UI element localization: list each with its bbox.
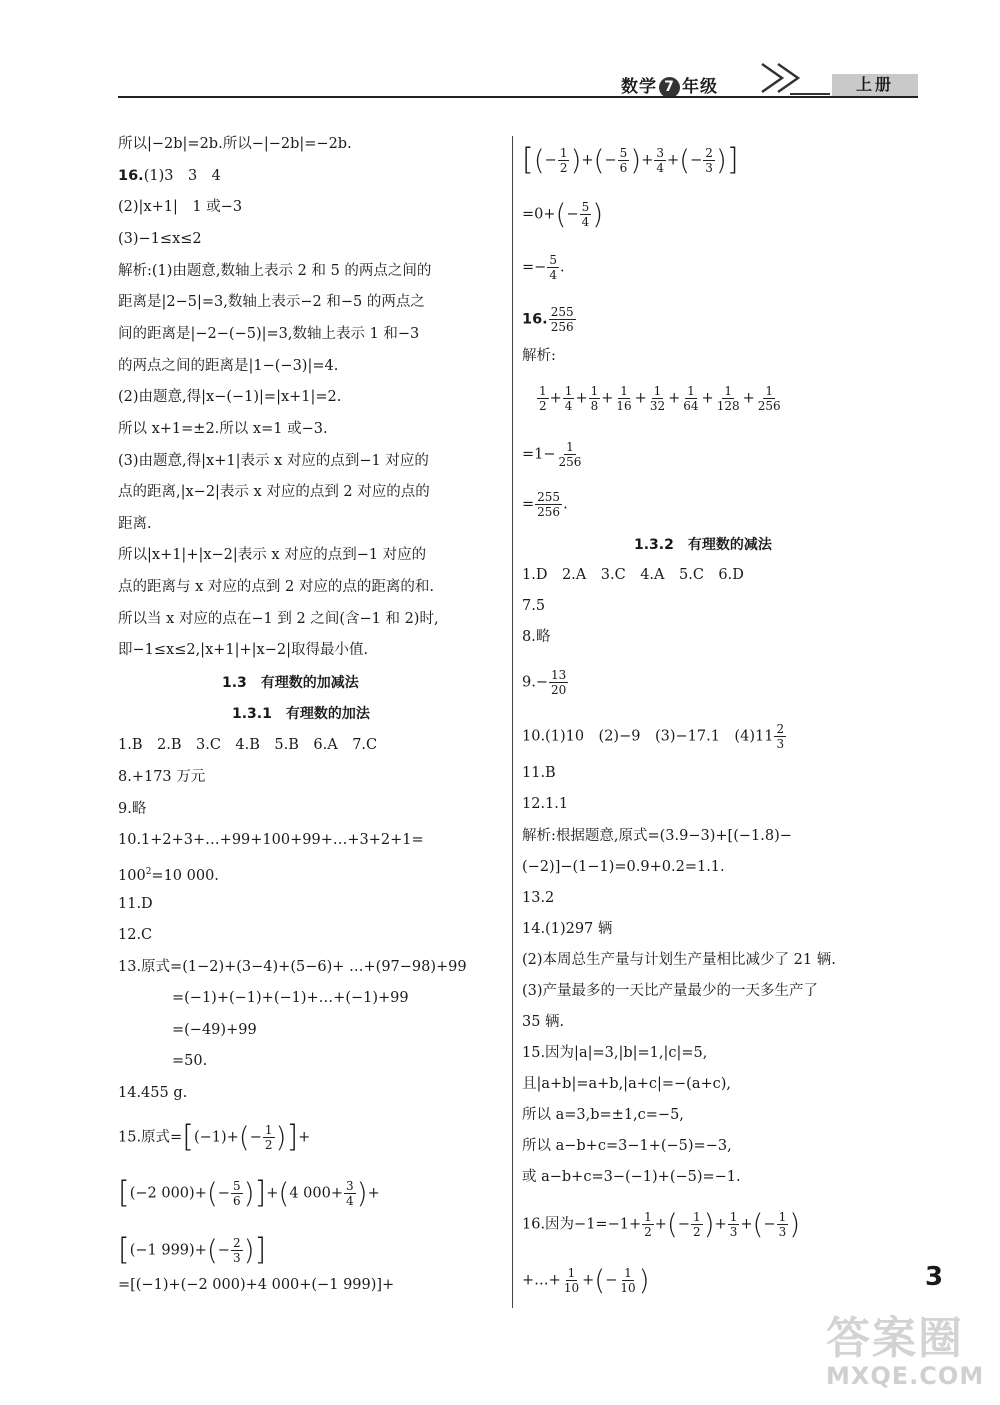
- text-span: =0+: [522, 206, 556, 223]
- text-span: (−2 000)+: [129, 1185, 207, 1202]
- fraction: [547, 253, 559, 282]
- page-number: 3: [925, 1262, 944, 1292]
- subsection-heading: 1.3.1 有理数的加法: [232, 706, 370, 722]
- answer-16-right: [522, 305, 577, 334]
- denominator: 2: [559, 161, 568, 175]
- column-divider: [512, 136, 513, 1308]
- base: 100: [118, 867, 146, 884]
- paren: ): [638, 1263, 650, 1297]
- numerator: 1: [559, 146, 568, 160]
- answer-9: 9.略: [118, 801, 147, 817]
- text-line: =50.: [172, 1053, 208, 1069]
- text-line: [118, 862, 219, 886]
- text-span: (−1)+: [193, 1129, 239, 1146]
- answer-16: [118, 166, 221, 186]
- denominator: 2: [539, 399, 547, 413]
- numerator: 1: [644, 1210, 652, 1224]
- denominator: 256: [550, 320, 574, 334]
- denominator: 256: [558, 455, 582, 469]
- fraction: [537, 384, 549, 413]
- chevron-double-icon: [760, 60, 830, 96]
- denominator: 4: [549, 268, 557, 282]
- text-span: (−1 999)+: [129, 1242, 207, 1259]
- page-header: [118, 62, 918, 98]
- text-line: 解析:(1)由题意,数轴上表示 2 和 5 的两点之间的: [118, 263, 432, 279]
- fraction: [562, 1266, 581, 1295]
- text-line: 间的距离是|−2−(−5)|=3,数轴上表示 1 和−3: [118, 326, 420, 342]
- text-line: 所以|−2b|=2b.所以−|−2b|=−2b.: [118, 136, 352, 152]
- numerator: 3: [346, 1179, 354, 1193]
- paren: (: [666, 1207, 678, 1241]
- subsection-heading: 1.3.2 有理数的减法: [634, 537, 772, 553]
- text-span: +…+: [522, 1272, 561, 1289]
- fraction: [642, 1210, 654, 1239]
- text-line: (3)产量最多的一天比产量最少的一天多生产了: [522, 983, 819, 999]
- section-heading: 1.3 有理数的加减法: [222, 675, 359, 691]
- text-line: 所以|x+1|+|x−2|表示 x 对应的点到−1 对应的: [118, 547, 427, 563]
- denominator: 8: [590, 399, 599, 413]
- numerator: 2: [776, 722, 785, 736]
- fraction: [715, 384, 742, 413]
- paren: ): [715, 143, 727, 177]
- fraction: [777, 1210, 789, 1239]
- text-line: (3)由题意,得|x+1|表示 x 对应的点到−1 对应的: [118, 453, 429, 469]
- plus-sign: +: [601, 390, 614, 407]
- text-line: =[(−1)+(−2 000)+4 000+(−1 999)]+: [118, 1277, 395, 1293]
- paren: (: [206, 1176, 218, 1210]
- denominator: 3: [776, 737, 785, 751]
- fraction: [618, 1266, 637, 1295]
- numerator: 5: [619, 146, 628, 160]
- text-line: 35 辆.: [522, 1014, 565, 1030]
- paren: (: [533, 143, 545, 177]
- equation-line: [522, 440, 584, 469]
- denominator: 10: [563, 1281, 580, 1295]
- equation-line: = $\frac{255}{256}$ .: [522, 490, 568, 519]
- watermark-text: 答案圈: [826, 1313, 964, 1364]
- paren: ): [243, 1233, 255, 1267]
- equation-line: =− $\frac{5}{4}$ .: [522, 253, 565, 282]
- answers-1-6: 1.D 2.A 3.C 4.A 5.C 6.D: [522, 567, 744, 583]
- answer-7: 7.5: [522, 598, 546, 614]
- paren: ): [789, 1207, 801, 1241]
- text-line: 距离是|2−5|=3,数轴上表示−2 和−5 的两点之: [118, 294, 425, 310]
- text-line: (2)|x+1| 1 或−3: [118, 199, 243, 215]
- fraction: [558, 146, 570, 175]
- text-span: 4 000+: [289, 1185, 343, 1202]
- text-line: 解析:根据题意,原式=(3.9−3)+[(−1.8)−: [522, 828, 792, 844]
- denominator: 256: [537, 505, 561, 519]
- fraction: [549, 668, 568, 697]
- answer-11: 11.B: [522, 765, 556, 781]
- equation-line: =0+(− $\frac{5}{4}$ ): [522, 197, 604, 231]
- answer-15: 15.因为|a|=3,|b|=1,|c|=5,: [522, 1045, 708, 1061]
- fraction: [691, 1210, 703, 1239]
- answer-13: 13.原式=(1−2)+(3−4)+(5−6)+ …+(97−98)+99: [118, 959, 467, 975]
- text-line: (2)本周总生产量与计划生产量相比减少了 21 辆.: [522, 952, 836, 968]
- paren: ): [592, 197, 604, 231]
- plus-sign: +: [575, 390, 588, 407]
- bracket: ]: [286, 1119, 299, 1155]
- numerator: 255: [550, 305, 574, 319]
- equation-line: [(− $\frac{1}{2}$ )+(− $\frac{5}{6}$ )+ $\frac{3}{4}$ +(− $\frac{2}{3}$ )]: [522, 142, 739, 178]
- numerator: 13: [550, 668, 567, 682]
- paren: ): [630, 143, 642, 177]
- header-subject: [621, 72, 718, 98]
- numerator: 3: [656, 146, 665, 160]
- text-line: 距离.: [118, 516, 152, 532]
- numerator: 5: [232, 1179, 241, 1193]
- fraction: [263, 1123, 275, 1152]
- text-line: 所以 x+1=±2.所以 x=1 或−3.: [118, 421, 328, 437]
- subject-label: 数学: [621, 77, 657, 97]
- text-span: =10 000.: [151, 867, 219, 884]
- numerator: 2: [705, 146, 713, 160]
- denominator: 32: [649, 399, 666, 413]
- fraction: [563, 384, 575, 413]
- paren: (: [752, 1207, 764, 1241]
- numerator: 1: [539, 384, 547, 398]
- fraction: [618, 146, 630, 175]
- paren: (: [238, 1120, 250, 1154]
- bracket: ]: [254, 1175, 267, 1211]
- text-line: 解析:: [522, 348, 556, 364]
- paren: (: [679, 143, 691, 177]
- paren: ): [703, 1207, 715, 1241]
- paren: (: [278, 1176, 290, 1210]
- text-line: [(−2 000)+(− $\frac{5}{6}$ )]+(4 000+ $\frac{3}{4}$ )+: [118, 1175, 380, 1211]
- numerator: 1: [567, 1266, 576, 1280]
- text-line: 所以当 x 对应的点在−1 到 2 之间(含−1 和 2)时,: [118, 611, 439, 627]
- paren: ): [570, 143, 582, 177]
- answer-8: 8.+173 万元: [118, 769, 206, 785]
- denominator: 4: [564, 399, 573, 413]
- fraction: [728, 1210, 740, 1239]
- plus-sign: +: [634, 390, 647, 407]
- fraction: [557, 440, 584, 469]
- bracket: [: [522, 142, 534, 178]
- fraction: [681, 384, 700, 413]
- answer-16: 16.因为−1=−1+ $\frac{1}{2}$ +(− $\frac{1}{2}$ )+ $\frac{1}{3}$ +(− $\frac{1}{3}$ ): [522, 1207, 801, 1241]
- answer-14: 14.(1)297 辆: [522, 921, 613, 937]
- numerator: 1: [693, 1210, 701, 1224]
- numerator: 1: [566, 440, 574, 454]
- text-line: 或 a−b+c=3−(−1)+(−5)=−1.: [522, 1169, 741, 1185]
- question-number: 16.: [522, 311, 548, 328]
- text-line: (−2)]−(1−1)=0.9+0.2=1.1.: [522, 859, 725, 875]
- paren: ): [275, 1120, 287, 1154]
- denominator: 3: [705, 161, 713, 175]
- text-span: 9.−: [522, 674, 548, 691]
- numerator: 1: [653, 384, 662, 398]
- denominator: 6: [232, 1194, 241, 1208]
- watermark-logo: [826, 1302, 998, 1402]
- text-line: =(−49)+99: [172, 1022, 257, 1038]
- answers-1-7: 1.B 2.B 3.C 4.B 5.B 6.A 7.C: [118, 737, 378, 753]
- text-line: 所以 a−b+c=3−1+(−5)=−3,: [522, 1138, 732, 1154]
- numerator: 1: [778, 1210, 787, 1224]
- text-span: 15.原式=: [118, 1129, 183, 1146]
- numerator: 1: [765, 384, 774, 398]
- exponent: 2: [145, 867, 152, 877]
- numerator: 1: [687, 384, 695, 398]
- fraction: [756, 384, 783, 413]
- fraction: [549, 305, 576, 334]
- paren: ): [243, 1176, 255, 1210]
- denominator: 256: [757, 399, 781, 413]
- answer-8: 8.略: [522, 629, 551, 645]
- denominator: 4: [656, 161, 665, 175]
- numerator: 1: [264, 1123, 273, 1137]
- text-line: 点的距离,|x−2|表示 x 对应的点到 2 对应的点的: [118, 484, 430, 500]
- fraction: [774, 722, 786, 751]
- answer-12: 12.1.1: [522, 796, 569, 812]
- plus-sign: +: [701, 390, 714, 407]
- text-line: (2)由题意,得|x−(−1)|=|x+1|=2.: [118, 389, 342, 405]
- paren: (: [594, 1263, 606, 1297]
- grade-suffix: 年级: [682, 77, 718, 97]
- fraction: [231, 1236, 243, 1265]
- text-span: =−: [522, 259, 547, 276]
- bracket: ]: [726, 142, 739, 178]
- denominator: 4: [346, 1194, 354, 1208]
- answer-text: (1)3 3 4: [143, 168, 221, 184]
- denominator: 6: [619, 161, 628, 175]
- numerator: 1: [724, 384, 732, 398]
- bracket: ]: [254, 1232, 267, 1268]
- denominator: 16: [616, 399, 632, 413]
- denominator: 20: [550, 683, 567, 697]
- denominator: 4: [581, 215, 590, 229]
- bracket: [: [182, 1119, 194, 1155]
- text-line: 即−1≤x≤2,|x+1|+|x−2|取得最小值.: [118, 642, 369, 658]
- answer-13: 13.2: [522, 890, 555, 906]
- text-span: 16.因为−1=−1+: [522, 1216, 642, 1233]
- plus-sign: +: [742, 390, 755, 407]
- numerator: 5: [549, 253, 557, 267]
- text-span: =1−: [522, 446, 556, 463]
- text-line: 点的距离与 x 对应的点到 2 对应的点的距离的和.: [118, 579, 434, 595]
- plus-sign: +: [549, 390, 562, 407]
- fraction: [648, 384, 667, 413]
- fraction: [231, 1179, 243, 1208]
- numerator: 1: [590, 384, 599, 398]
- denominator: 2: [693, 1225, 701, 1239]
- paren: (: [206, 1233, 218, 1267]
- question-number: 16.: [118, 168, 144, 184]
- numerator: 1: [564, 384, 573, 398]
- answer-11: 11.D: [118, 896, 153, 912]
- paren: (: [593, 143, 605, 177]
- numerator: 1: [729, 1210, 738, 1224]
- paren: (: [555, 197, 567, 231]
- answer-12: 12.C: [118, 927, 153, 943]
- text-line: +…+ $\frac{1}{10}$ +(− $\frac{1}{10}$ ): [522, 1263, 650, 1297]
- bracket: [: [118, 1232, 130, 1268]
- fraction: [654, 146, 666, 175]
- fraction: [703, 146, 715, 175]
- text-span: =: [522, 496, 535, 513]
- denominator: 3: [729, 1225, 738, 1239]
- fraction: [589, 384, 601, 413]
- numerator: 1: [620, 384, 628, 398]
- fraction-sum: [536, 384, 784, 413]
- denominator: 2: [264, 1138, 273, 1152]
- denominator: 64: [683, 399, 699, 413]
- fraction: [344, 1179, 356, 1208]
- denominator: 2: [644, 1225, 652, 1239]
- answer-10: 10.1+2+3+…+99+100+99+…+3+2+1=: [118, 832, 424, 848]
- denominator: 10: [620, 1281, 636, 1295]
- text-line: 所以 a=3,b=±1,c=−5,: [522, 1107, 684, 1123]
- numerator: 255: [537, 490, 561, 504]
- answer-14: 14.455 g.: [118, 1085, 188, 1101]
- grade-badge: 7: [659, 77, 680, 98]
- answer-15: 15.原式=[(−1)+(− $\frac{1}{2}$ )]+: [118, 1119, 311, 1155]
- numerator: 5: [581, 200, 590, 214]
- fraction: [614, 384, 633, 413]
- bracket: [: [118, 1175, 130, 1211]
- volume-tag: 上册: [832, 74, 918, 96]
- numerator: 2: [232, 1236, 241, 1250]
- text-span: 10.(1)10 (2)−9 (3)−17.1 (4)11: [522, 728, 774, 745]
- text-line: 的两点之间的距离是|1−(−3)|=4.: [118, 358, 339, 374]
- text-line: =(−1)+(−1)+(−1)+…+(−1)+99: [172, 990, 409, 1006]
- header-rule: [118, 96, 918, 98]
- fraction: [580, 200, 592, 229]
- plus-sign: +: [668, 390, 681, 407]
- answer-9: [522, 668, 569, 697]
- text-line: [(−1 999)+(− $\frac{2}{3}$ )]: [118, 1232, 267, 1268]
- text-line: (3)−1≤x≤2: [118, 231, 202, 247]
- answer-10: [522, 722, 787, 751]
- text-line: 且|a+b|=a+b,|a+c|=−(a+c),: [522, 1076, 732, 1092]
- fraction: [535, 490, 562, 519]
- numerator: 1: [624, 1266, 632, 1280]
- watermark-url: MXQE.COM: [826, 1362, 985, 1390]
- denominator: 3: [232, 1251, 241, 1265]
- paren: ): [356, 1176, 368, 1210]
- denominator: 3: [778, 1225, 787, 1239]
- denominator: 128: [716, 399, 740, 413]
